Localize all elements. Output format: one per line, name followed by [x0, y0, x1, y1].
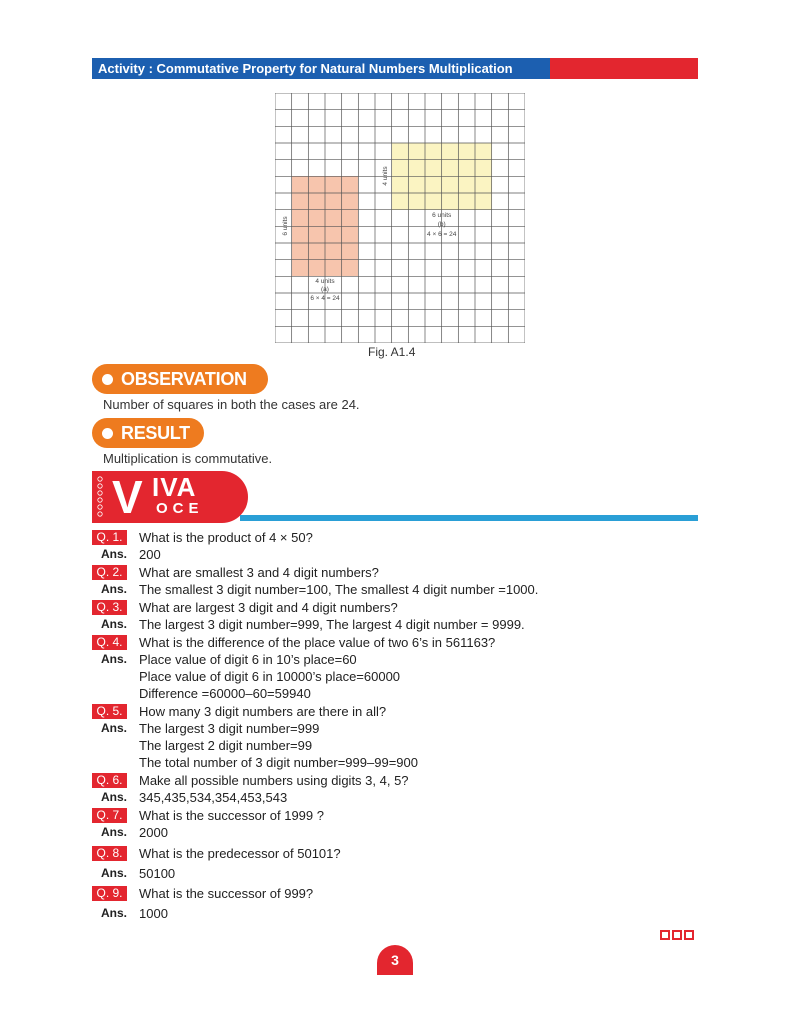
question-label: Q. 1. [92, 530, 127, 545]
rect-b-width-label: 6 units [432, 212, 452, 219]
observation-heading-text: OBSERVATION [121, 368, 247, 389]
answer-label: Ans. [100, 547, 127, 561]
square-icon [684, 930, 694, 940]
page-number: 3 [377, 945, 413, 975]
qa-item-3 [92, 599, 712, 633]
bullet-dot-icon [102, 428, 113, 439]
result-heading [92, 418, 204, 448]
question-text: What is the product of 4 × 50? [139, 530, 313, 545]
grid-svg [275, 93, 525, 343]
viva-voce-banner [92, 471, 248, 523]
qa-item-6 [92, 772, 712, 806]
activity-title: Activity : Commutative Property for Natural Numbers Multiplication [92, 58, 550, 79]
rect-b-height-label: 4 units [382, 166, 389, 186]
activity-header [92, 58, 698, 79]
answer-label: Ans. [100, 906, 127, 920]
question-label: Q. 3. [92, 600, 127, 615]
answer-label: Ans. [100, 866, 127, 880]
viva-dots-icon [94, 475, 106, 519]
answer-label: Ans. [100, 582, 127, 596]
viva-letters-iva: IVA [152, 472, 197, 502]
answer-text: The total number of 3 digit number=999–99=900 [139, 755, 418, 770]
question-label: Q. 2. [92, 565, 127, 580]
answer-label: Ans. [100, 790, 127, 804]
qa-item-1 [92, 529, 712, 563]
question-text: What are largest 3 digit and 4 digit numbers? [139, 600, 398, 615]
answer-text: 200 [139, 547, 161, 562]
question-text: How many 3 digit numbers are there in all? [139, 704, 387, 719]
answer-text: 1000 [139, 906, 168, 921]
figure-caption: Fig. A1.4 [368, 345, 416, 359]
answer-text: Place value of digit 6 in 10’s place=60 [139, 652, 357, 667]
rect-a-height-label: 6 units [282, 216, 289, 236]
header-accent [550, 58, 698, 79]
bullet-dot-icon [102, 374, 113, 385]
question-text: Make all possible numbers using digits 3, 4, 5? [139, 773, 409, 788]
qa-item-4 [92, 634, 712, 702]
rect-a-tag: (a) [321, 286, 329, 293]
observation-heading [92, 364, 268, 394]
question-text: What are smallest 3 and 4 digit numbers? [139, 565, 379, 580]
answer-text: Place value of digit 6 in 10000’s place=60000 [139, 669, 401, 684]
end-of-section-squares-icon [660, 930, 694, 940]
question-label: Q. 9. [92, 886, 127, 901]
answer-text: 50100 [139, 866, 176, 881]
grid-figure [275, 93, 525, 343]
answer-text: The smallest 3 digit number=100, The smallest 4 digit number =1000. [139, 582, 539, 597]
answer-label: Ans. [100, 652, 127, 666]
question-text: What is the successor of 999? [139, 886, 314, 901]
question-text: What is the successor of 1999 ? [139, 808, 324, 823]
square-icon [660, 930, 670, 940]
qa-item-9 [92, 885, 712, 922]
qa-item-8 [92, 845, 712, 882]
question-label: Q. 7. [92, 808, 127, 823]
qa-item-7 [92, 807, 712, 841]
rect-a-equation: 6 × 4 = 24 [310, 295, 340, 302]
result-text: Multiplication is commutative. [103, 451, 273, 466]
viva-letter-v: V [112, 471, 143, 523]
answer-text: 345,435,534,354,453,543 [139, 790, 288, 805]
answer-label: Ans. [100, 825, 127, 839]
question-label: Q. 4. [92, 635, 127, 650]
answer-text: Difference =60000–60=59940 [139, 686, 311, 701]
answer-text: The largest 2 digit number=99 [139, 738, 313, 753]
qa-item-5 [92, 703, 712, 771]
viva-letters-oce: OCE [156, 500, 204, 517]
question-label: Q. 5. [92, 704, 127, 719]
rect-b-tag: (b) [437, 221, 446, 228]
square-icon [672, 930, 682, 940]
rect-b-equation: 4 × 6 = 24 [427, 231, 457, 238]
answer-text: The largest 3 digit number=999 [139, 721, 320, 736]
question-text: What is the difference of the place value of two 6’s in 561163? [139, 635, 496, 650]
question-label: Q. 8. [92, 846, 127, 861]
answer-label: Ans. [100, 721, 127, 735]
rect-a-width-label: 4 units [315, 278, 335, 285]
question-label: Q. 6. [92, 773, 127, 788]
answer-label: Ans. [100, 617, 127, 631]
answer-text: The largest 3 digit number=999, The largest 4 digit number = 9999. [139, 617, 525, 632]
qa-item-2 [92, 564, 712, 598]
viva-underline [240, 515, 698, 521]
observation-text: Number of squares in both the cases are 24. [103, 397, 360, 412]
question-text: What is the predecessor of 50101? [139, 846, 341, 861]
result-heading-text: RESULT [121, 422, 190, 443]
answer-text: 2000 [139, 825, 168, 840]
